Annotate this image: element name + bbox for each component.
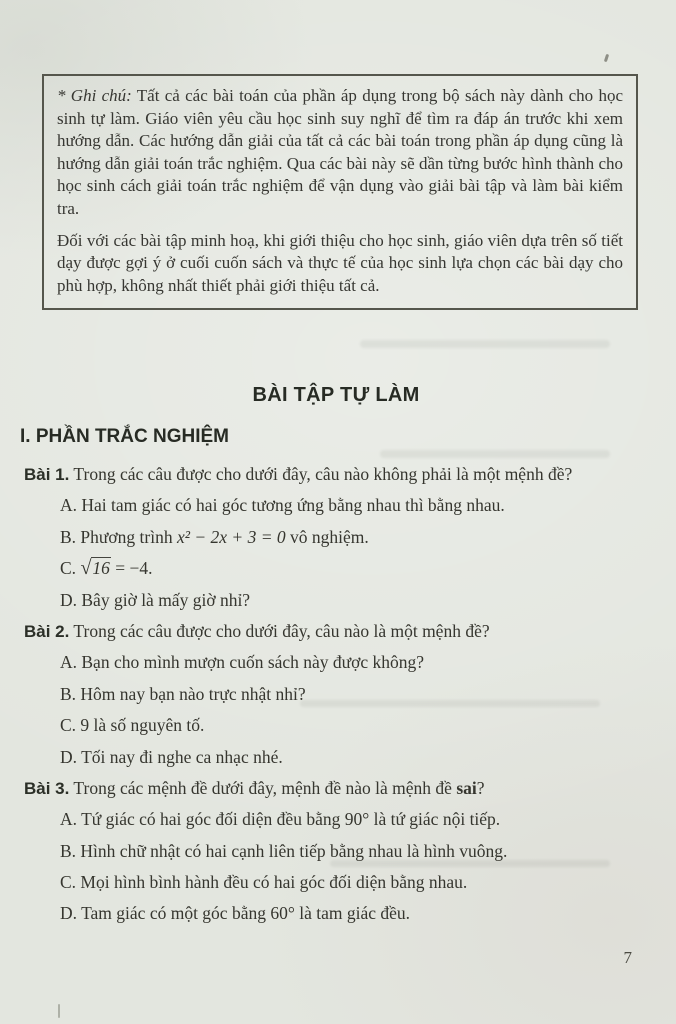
question-1-title [24, 459, 652, 490]
question-1 [24, 459, 652, 616]
question-2-label: Bài 2. [24, 621, 70, 641]
question-3 [24, 773, 652, 930]
question-1-label: Bài 1. [24, 465, 70, 484]
question-1-option-c [24, 553, 652, 584]
question-2-option-a: A. Bạn cho mình mượn cuốn sách này được không? [60, 652, 425, 673]
question-3-option-d: D. Tam giác có một góc bằng 60° là tam giác đều. [60, 903, 410, 924]
question-2-option-d: D. Tối nay đi nghe ca nhạc nhé. [60, 746, 283, 767]
option-c-pre: C. [60, 558, 81, 579]
page-number: 7 [623, 948, 632, 967]
question-2 [24, 616, 652, 773]
question-3-text: Trong các mệnh đề dưới đây, mệnh đề nào là mệnh đề [69, 777, 457, 798]
bleed-through-smudge [330, 860, 610, 867]
question-3-tail: ? [476, 777, 485, 798]
note-text-1: Tất cả các bài toán của phần áp dụng trong bộ sách này dành cho học sinh tự làm. Giáo viên yêu cầu học sinh suy nghĩ để tìm ra đáp án trước khi xem hướng dẫn. Các hướng dẫn giải của tất cả các bài toán trong phần áp dụng cũng là hướng dẫn giải toán trắc nghiệm. Qua các bài này sẽ dần từng bước hình thành cho học sinh cách giải toán trắc nghiệm để vận dụng vào giải bài tập và làm bài kiểm tra. [57, 86, 623, 218]
note-paragraph-1 [57, 85, 623, 221]
question-1-option-d: D. Bây giờ là mấy giờ nhỉ? [60, 589, 251, 610]
note-box [42, 74, 638, 310]
question-3-option-a: A. Tứ giác có hai góc đối diện đều bằng 90° là tứ giác nội tiếp. [60, 809, 501, 830]
option-b-equation: x² − 2x + 3 = 0 [176, 526, 286, 547]
option-b-post: vô nghiệm. [285, 526, 369, 547]
option-b-pre: B. Phương trình [60, 526, 177, 547]
question-3-title [24, 773, 652, 804]
question-1-text: Trong các câu được cho dưới đây, câu nào không phải là một mệnh đề? [69, 464, 573, 484]
square-root-sign: √ [80, 557, 92, 580]
question-2-option-c: C. 9 là số nguyên tố. [60, 715, 205, 736]
question-3-label: Bài 3. [24, 778, 70, 798]
note-label: * Ghi chú: [57, 86, 132, 105]
bleed-through-smudge [300, 700, 600, 707]
question-3-option-c: C. Mọi hình bình hành đều có hai góc đối diện bằng nhau. [60, 872, 468, 893]
note-paragraph-2: Đối với các bài tập minh hoạ, khi giới thiệu cho học sinh, giáo viên dựa trên số tiết dạy được gợi ý ở cuối cuốn sách và thực tế của học sinh lựa chọn các bài dạy cho phù hợp, không nhất thiết phải giới thiệu tất cả. [57, 230, 623, 295]
question-2-option-b: B. Hôm nay bạn nào trực nhật nhỉ? [60, 683, 306, 704]
question-3-option-b: B. Hình chữ nhật có hai cạnh liên tiếp bằng nhau là hình vuông. [60, 840, 508, 861]
question-3-bold-word: sai [456, 777, 477, 798]
question-2-text: Trong các câu được cho dưới đây, câu nào là một mệnh đề? [69, 620, 490, 641]
page-title: BÀI TẬP TỰ LÀM [252, 384, 420, 406]
bleed-through-smudge [380, 450, 610, 458]
section-heading: I. PHẦN TRẮC NGHIỆM [20, 426, 229, 447]
question-1-option-a: A. Hai tam giác có hai góc tương ứng bằng nhau thì bằng nhau. [60, 495, 505, 516]
option-c-radicand: 16 [92, 558, 110, 579]
scan-speck [58, 1004, 60, 1018]
option-c-post: = −4. [110, 558, 153, 579]
bleed-through-smudge [360, 340, 610, 348]
question-1-option-b [24, 522, 652, 553]
question-2-title [24, 616, 652, 647]
scan-speck [604, 54, 609, 63]
